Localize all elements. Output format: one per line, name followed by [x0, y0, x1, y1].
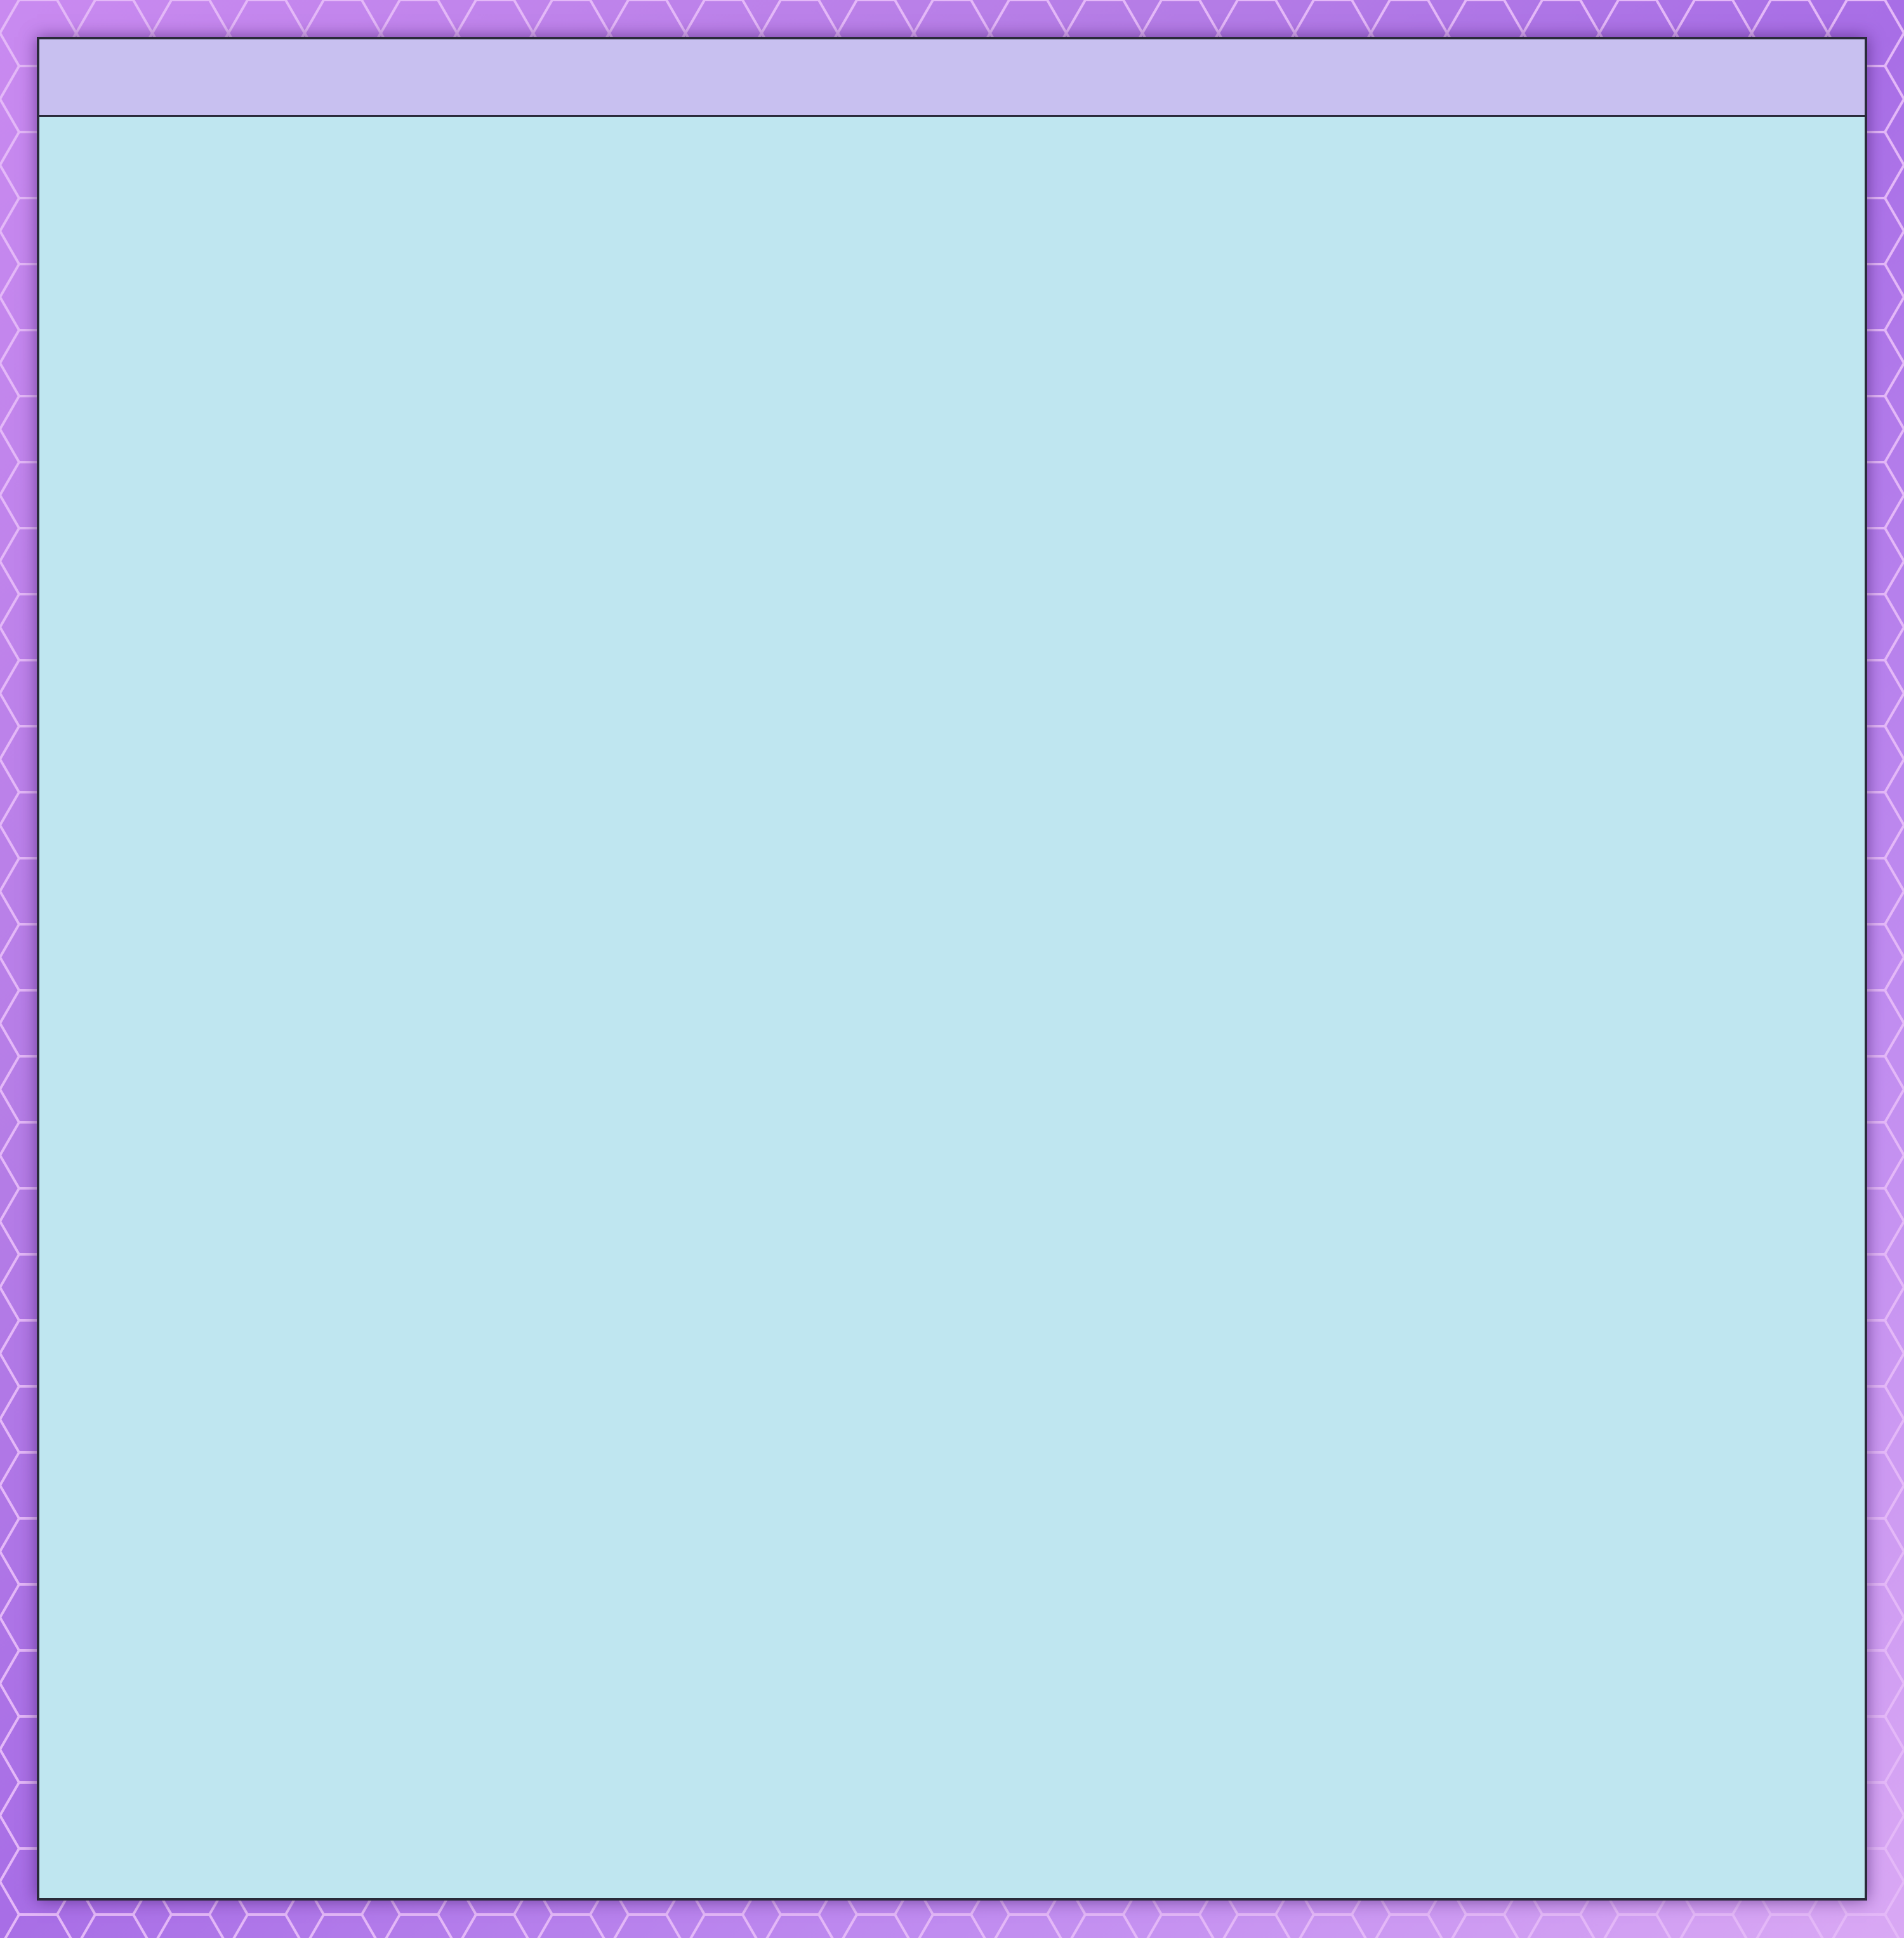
blueprint-panel: [37, 37, 1867, 1901]
page-title: [39, 39, 1865, 117]
